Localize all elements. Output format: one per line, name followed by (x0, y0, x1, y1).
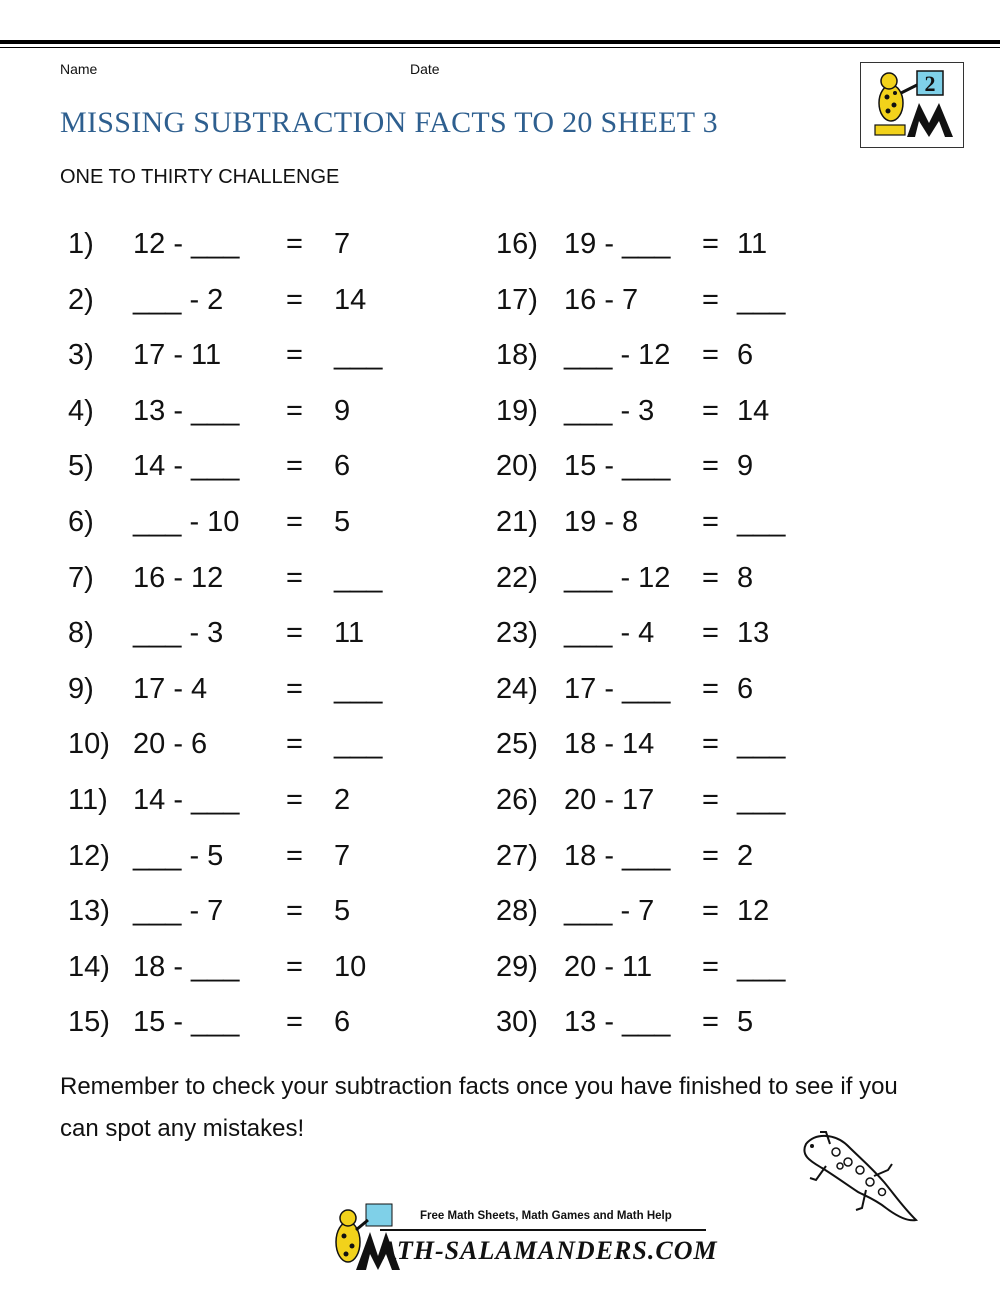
reminder-text: Remember to check your subtraction facts once you have finished to see if you can spot any mistakes! (60, 1073, 898, 1142)
question-answer: ___ (737, 283, 786, 316)
question-number: 2) (68, 283, 94, 316)
question-expression: 12 - ___ (133, 228, 240, 260)
question-answer: 5 (737, 1006, 754, 1039)
question-answer: 11 (737, 228, 768, 260)
question-answer: 13 (737, 617, 770, 650)
question-expression: 20 - 6 (133, 728, 208, 761)
question-equals: = (702, 394, 719, 427)
question-answer: 10 (334, 950, 367, 983)
top-rule-thin (0, 47, 1000, 48)
question-answer: 14 (334, 283, 367, 316)
question-answer: 6 (737, 672, 754, 705)
question-expression: 18 - 14 (564, 728, 655, 761)
question-equals: = (286, 506, 303, 538)
salamander-icon (796, 1126, 922, 1230)
question-equals: = (286, 672, 303, 705)
question-answer: 9 (737, 450, 754, 483)
question-answer: 6 (334, 450, 351, 483)
question-equals: = (286, 784, 303, 816)
question-equals: = (286, 394, 303, 427)
question-number: 12) (68, 839, 110, 872)
question-expression: 17 - 11 (133, 339, 222, 372)
question-answer: 2 (737, 839, 754, 872)
footer-rule (380, 1229, 706, 1231)
question-number: 4) (68, 394, 94, 427)
question-answer: ___ (334, 728, 383, 761)
question-number: 22) (496, 561, 538, 594)
question-expression: 15 - ___ (133, 1006, 240, 1039)
question-expression: ___ - 7 (564, 895, 655, 928)
question-equals: = (702, 839, 719, 872)
question-expression: 13 - ___ (564, 1006, 671, 1039)
question-equals: = (286, 228, 303, 260)
grade-digit: 2 (924, 71, 936, 96)
question-expression: 20 - 11 (564, 950, 653, 983)
question-number: 9) (68, 672, 94, 705)
question-answer: 7 (334, 228, 351, 260)
question-equals: = (286, 839, 303, 872)
question-number: 6) (68, 506, 94, 538)
question-equals: = (702, 672, 719, 705)
question-expression: 18 - ___ (133, 950, 240, 983)
salamander-grade-logo-icon (861, 63, 963, 147)
question-equals: = (702, 950, 719, 983)
question-equals: = (286, 895, 303, 928)
question-equals: = (286, 617, 303, 650)
question-expression: ___ - 4 (564, 617, 655, 650)
page-title: MISSING SUBTRACTION FACTS TO 20 SHEET 3 (60, 106, 718, 139)
question-number: 30) (496, 1006, 538, 1039)
question-answer: 9 (334, 394, 351, 427)
question-number: 29) (496, 950, 538, 983)
question-equals: = (702, 506, 719, 538)
question-expression: ___ - 12 (564, 561, 671, 594)
question-equals: = (702, 895, 719, 928)
question-number: 15) (68, 1006, 110, 1039)
question-answer: ___ (737, 950, 786, 983)
question-expression: 19 - 8 (564, 506, 639, 538)
footer-tagline: Free Math Sheets, Math Games and Math Help (420, 1210, 672, 1222)
question-expression: ___ - 10 (133, 506, 240, 538)
question-equals: = (702, 784, 719, 816)
question-equals: = (286, 561, 303, 594)
question-number: 20) (496, 450, 538, 483)
question-equals: = (286, 728, 303, 761)
question-number: 3) (68, 339, 94, 372)
question-number: 7) (68, 561, 94, 594)
question-answer: 7 (334, 839, 351, 872)
page-subtitle: ONE TO THIRTY CHALLENGE (60, 166, 340, 188)
question-number: 23) (496, 617, 538, 650)
question-answer: 6 (334, 1006, 351, 1039)
question-number: 27) (496, 839, 538, 872)
question-number: 13) (68, 895, 110, 928)
question-answer: 14 (737, 394, 770, 427)
question-answer: ___ (334, 339, 383, 372)
question-answer: 6 (737, 339, 754, 372)
question-number: 17) (496, 283, 538, 316)
question-number: 14) (68, 950, 110, 983)
question-equals: = (702, 339, 719, 372)
question-expression: ___ - 2 (133, 283, 224, 316)
question-equals: = (702, 450, 719, 483)
question-number: 10) (68, 728, 110, 761)
question-expression: ___ - 7 (133, 895, 224, 928)
question-expression: ___ - 3 (564, 394, 655, 427)
question-expression: 14 - ___ (133, 784, 240, 816)
question-answer: 12 (737, 895, 770, 928)
name-label: Name (60, 61, 98, 77)
question-expression: 16 - 7 (564, 283, 639, 316)
question-number: 16) (496, 228, 538, 260)
question-answer: ___ (737, 506, 786, 538)
question-equals: = (702, 617, 719, 650)
grade-logo (860, 62, 964, 148)
question-expression: 14 - ___ (133, 450, 240, 483)
question-answer: ___ (334, 672, 383, 705)
question-number: 1) (68, 228, 94, 260)
question-answer: 5 (334, 895, 351, 928)
date-label: Date (410, 61, 440, 77)
question-equals: = (702, 728, 719, 761)
question-equals: = (286, 950, 303, 983)
question-equals: = (702, 1006, 719, 1039)
question-answer: 8 (737, 561, 754, 594)
question-expression: 19 - ___ (564, 228, 671, 260)
question-number: 25) (496, 728, 538, 761)
question-answer: 5 (334, 506, 351, 538)
question-expression: 13 - ___ (133, 394, 240, 427)
question-expression: 17 - ___ (564, 672, 671, 705)
question-equals: = (702, 228, 719, 260)
question-answer: 11 (334, 617, 365, 650)
question-equals: = (702, 283, 719, 316)
question-number: 21) (496, 506, 538, 538)
question-number: 19) (496, 394, 538, 427)
question-number: 24) (496, 672, 538, 705)
question-equals: = (702, 561, 719, 594)
question-equals: = (286, 283, 303, 316)
question-expression: 15 - ___ (564, 450, 671, 483)
footer-site-name: ATH-SALAMANDERS.COM (380, 1236, 718, 1265)
question-number: 26) (496, 784, 538, 816)
question-number: 8) (68, 617, 94, 650)
question-expression: 20 - 17 (564, 784, 655, 816)
question-number: 28) (496, 895, 538, 928)
question-equals: = (286, 450, 303, 483)
question-expression: 17 - 4 (133, 672, 208, 705)
question-expression: ___ - 3 (133, 617, 224, 650)
question-expression: ___ - 12 (564, 339, 671, 372)
question-equals: = (286, 339, 303, 372)
top-rule (0, 40, 1000, 44)
question-answer: ___ (334, 561, 383, 594)
question-answer: 2 (334, 784, 351, 816)
question-expression: ___ - 5 (133, 839, 224, 872)
question-answer: ___ (737, 784, 786, 816)
question-equals: = (286, 1006, 303, 1039)
question-number: 11) (68, 784, 108, 816)
question-expression: 18 - ___ (564, 839, 671, 872)
question-expression: 16 - 12 (133, 561, 224, 594)
question-number: 5) (68, 450, 94, 483)
question-answer: ___ (737, 728, 786, 761)
question-number: 18) (496, 339, 538, 372)
